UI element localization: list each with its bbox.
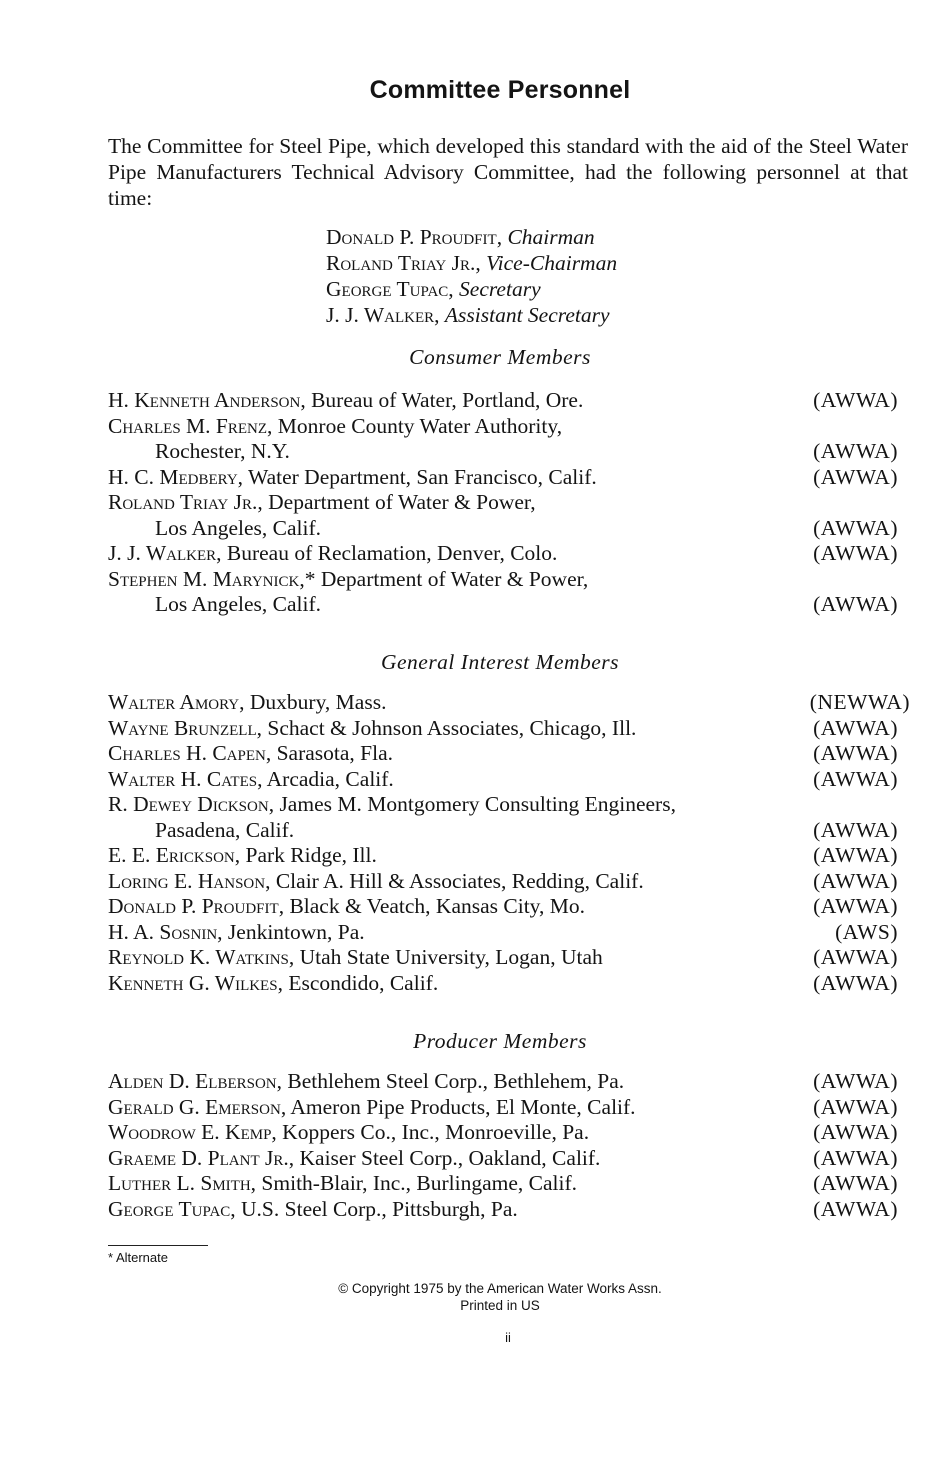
member-organization: (AWWA) xyxy=(813,970,898,995)
member-line xyxy=(108,388,898,414)
member-name: Loring E. Hanson xyxy=(108,868,266,893)
member-name: Charles H. Capen xyxy=(108,741,266,765)
member-line xyxy=(108,414,898,440)
general-interest-members-heading: General Interest Members xyxy=(380,650,620,674)
member-entry xyxy=(108,843,898,869)
producer-members-list xyxy=(108,1069,898,1222)
member-line xyxy=(108,1095,898,1121)
member-entry xyxy=(108,388,898,414)
officer-vice-chairman: Roland Triay Jr., Vice-Chairman xyxy=(326,251,618,275)
member-name: J. J. Walker xyxy=(108,541,217,565)
member-organization: (AWWA) xyxy=(813,1171,898,1195)
member-entry xyxy=(108,465,898,491)
member-entry xyxy=(108,1197,898,1223)
member-organization: (AWWA) xyxy=(813,592,898,616)
page-number: ii xyxy=(505,1330,511,1345)
consumer-members-list xyxy=(108,388,898,618)
member-affiliation: , Black & Veatch, Kansas City, Mo. xyxy=(278,894,586,918)
member-entry xyxy=(108,414,898,465)
member-affiliation: , Jenkintown, Pa. xyxy=(217,919,365,944)
member-affiliation: , Sarasota, Fla. xyxy=(265,741,394,765)
member-name: Wayne Brunzell xyxy=(108,715,257,740)
member-organization: (AWWA) xyxy=(813,439,898,463)
member-entry xyxy=(108,1146,898,1172)
member-line xyxy=(108,1146,898,1172)
printed-in-line: Printed in US xyxy=(460,1298,540,1313)
member-entry xyxy=(108,945,898,971)
member-name: Roland Triay Jr. xyxy=(108,490,258,514)
member-affiliation: , Duxbury, Mass. xyxy=(239,690,387,714)
member-entry xyxy=(108,792,898,843)
officer-role: Assistant Secretary xyxy=(444,303,610,327)
member-affiliation: , Park Ridge, Ill. xyxy=(234,843,377,867)
member-organization: (AWWA) xyxy=(813,868,898,893)
member-entry xyxy=(108,1069,898,1095)
member-entry xyxy=(108,490,898,541)
member-affiliation: , Ameron Pipe Products, El Monte, Calif. xyxy=(280,1094,636,1119)
member-line xyxy=(108,1069,898,1095)
member-entry xyxy=(108,971,898,997)
officer-role: Vice-Chairman xyxy=(486,251,618,275)
officer-name: George Tupac xyxy=(326,277,449,301)
member-line xyxy=(108,690,898,716)
member-organization: (AWWA) xyxy=(813,1120,898,1144)
member-entry xyxy=(108,1171,898,1197)
member-line xyxy=(108,1197,898,1223)
member-affiliation: , Schact & Johnson Associates, Chicago, Ill. xyxy=(256,715,637,740)
member-organization: (AWWA) xyxy=(813,388,898,412)
member-line xyxy=(108,920,898,946)
producer-members-heading: Producer Members xyxy=(413,1029,587,1053)
consumer-members-heading: Consumer Members xyxy=(409,345,591,369)
member-affiliation: , Monroe County Water Authority, xyxy=(267,413,563,438)
member-affiliation: , Kaiser Steel Corp., Oakland, Calif. xyxy=(288,1145,601,1170)
member-affiliation: , Water Department, San Francisco, Calif. xyxy=(237,464,597,489)
member-entry xyxy=(108,920,898,946)
member-name: Charles M. Frenz xyxy=(108,413,268,438)
member-organization: (AWWA) xyxy=(813,715,898,740)
member-entry xyxy=(108,869,898,895)
member-affiliation: , Smith-Blair, Inc., Burlingame, Calif. xyxy=(250,1171,578,1195)
member-name: H. Kenneth Anderson xyxy=(108,388,301,412)
officer-secretary: George Tupac, Secretary xyxy=(326,277,541,301)
member-entry xyxy=(108,716,898,742)
officer-chairman: Donald P. Proudfit, Chairman xyxy=(326,225,595,249)
member-organization: (AWWA) xyxy=(813,741,898,765)
member-name: Walter Amory xyxy=(108,690,240,714)
member-organization: (AWWA) xyxy=(813,1094,898,1119)
member-name: Luther L. Smith xyxy=(108,1171,251,1195)
member-line xyxy=(108,945,898,971)
officer-name: J. J. Walker xyxy=(326,303,435,327)
member-affiliation: , Koppers Co., Inc., Monroeville, Pa. xyxy=(271,1120,590,1144)
member-entry xyxy=(108,1095,898,1121)
member-line xyxy=(108,1171,898,1197)
member-organization: (AWWA) xyxy=(813,1196,898,1221)
member-line xyxy=(108,767,898,793)
member-affiliation: , Bureau of Water, Portland, Ore. xyxy=(300,388,584,412)
member-organization: (AWS) xyxy=(835,919,898,944)
member-name: R. Dewey Dickson xyxy=(108,792,269,816)
member-affiliation: , James M. Montgomery Consulting Engineers, xyxy=(268,792,676,816)
member-organization: (AWWA) xyxy=(813,464,898,489)
member-organization: (AWWA) xyxy=(813,541,898,565)
member-name: Alden D. Elberson xyxy=(108,1069,277,1093)
member-entry xyxy=(108,567,898,618)
member-affiliation: , Escondido, Calif. xyxy=(277,970,439,995)
member-line xyxy=(108,894,898,920)
member-name: Woodrow E. Kemp xyxy=(108,1120,272,1144)
copyright-line: © Copyright 1975 by the American Water Works Assn. xyxy=(338,1281,662,1296)
member-name: George Tupac xyxy=(108,1196,231,1221)
member-affiliation: , U.S. Steel Corp., Pittsburgh, Pa. xyxy=(230,1196,518,1221)
officer-role: Chairman xyxy=(507,225,595,249)
member-affiliation: , Arcadia, Calif. xyxy=(257,766,394,791)
member-line xyxy=(108,869,898,895)
member-affiliation: Department of Water & Power, xyxy=(315,566,589,591)
member-line xyxy=(108,465,898,491)
member-affiliation-continued: Rochester, N.Y. xyxy=(155,439,290,463)
member-organization: (NEWWA) xyxy=(809,690,910,714)
member-line xyxy=(108,716,898,742)
member-organization: (AWWA) xyxy=(813,817,898,842)
member-organization: (AWWA) xyxy=(813,894,898,918)
member-affiliation: , Utah State University, Logan, Utah xyxy=(288,945,603,969)
member-affiliation: , Clair A. Hill & Associates, Redding, Calif. xyxy=(265,868,644,893)
member-affiliation-continued: Pasadena, Calif. xyxy=(155,817,295,842)
general-interest-members-list xyxy=(108,690,910,996)
member-organization: (AWWA) xyxy=(813,843,898,867)
member-entry xyxy=(108,541,898,567)
footnote: * Alternate xyxy=(108,1250,168,1265)
member-line xyxy=(108,541,898,567)
member-entry xyxy=(108,1120,898,1146)
member-name: H. C. Medbery xyxy=(108,464,238,489)
member-line xyxy=(108,741,898,767)
member-name: E. E. Erickson xyxy=(108,843,235,867)
member-line xyxy=(108,1120,898,1146)
intro-paragraph: The Committee for Steel Pipe, which developed this standard with the aid of the Steel Water Pipe Manufacturers Technical Advisory Committee, had the following personnel at that time: xyxy=(108,134,908,210)
officer-role: Secretary xyxy=(459,277,541,301)
member-entry xyxy=(108,767,898,793)
member-line xyxy=(108,567,898,593)
member-name: Donald P. Proudfit xyxy=(108,894,279,918)
member-name: Kenneth G. Wilkes xyxy=(108,970,278,995)
member-affiliation-continued: Los Angeles, Calif. xyxy=(155,515,322,540)
officer-name: Donald P. Proudfit xyxy=(326,225,497,249)
member-name: Stephen M. Marynick,* xyxy=(108,566,316,591)
member-affiliation-continued: Los Angeles, Calif. xyxy=(155,592,322,616)
page-title: Committee Personnel xyxy=(369,76,631,104)
member-organization: (AWWA) xyxy=(813,515,898,540)
member-name: H. A. Sosnin xyxy=(108,919,218,944)
member-line xyxy=(108,971,898,997)
member-organization: (AWWA) xyxy=(813,1069,898,1093)
member-line xyxy=(108,792,898,818)
member-name: Graeme D. Plant Jr. xyxy=(108,1145,289,1170)
member-entry xyxy=(108,894,898,920)
member-name: Reynold K. Watkins xyxy=(108,945,289,969)
member-name: Gerald G. Emerson xyxy=(108,1094,281,1119)
member-affiliation: , Bureau of Reclamation, Denver, Colo. xyxy=(216,541,558,565)
member-entry xyxy=(108,690,910,716)
member-affiliation: , Department of Water & Power, xyxy=(257,490,536,514)
member-line xyxy=(108,843,898,869)
member-line xyxy=(108,490,898,516)
footnote-divider xyxy=(108,1245,208,1246)
member-organization: (AWWA) xyxy=(813,1145,898,1170)
officer-name: Roland Triay Jr. xyxy=(326,251,476,275)
member-name: Walter H. Cates xyxy=(108,766,258,791)
copyright-notice xyxy=(0,1280,950,1314)
officers-list xyxy=(326,224,617,328)
member-organization: (AWWA) xyxy=(813,766,898,791)
member-entry xyxy=(108,741,898,767)
member-organization: (AWWA) xyxy=(813,945,898,969)
member-affiliation: , Bethlehem Steel Corp., Bethlehem, Pa. xyxy=(276,1069,625,1093)
officer-assistant-secretary: J. J. Walker, Assistant Secretary xyxy=(326,303,610,327)
